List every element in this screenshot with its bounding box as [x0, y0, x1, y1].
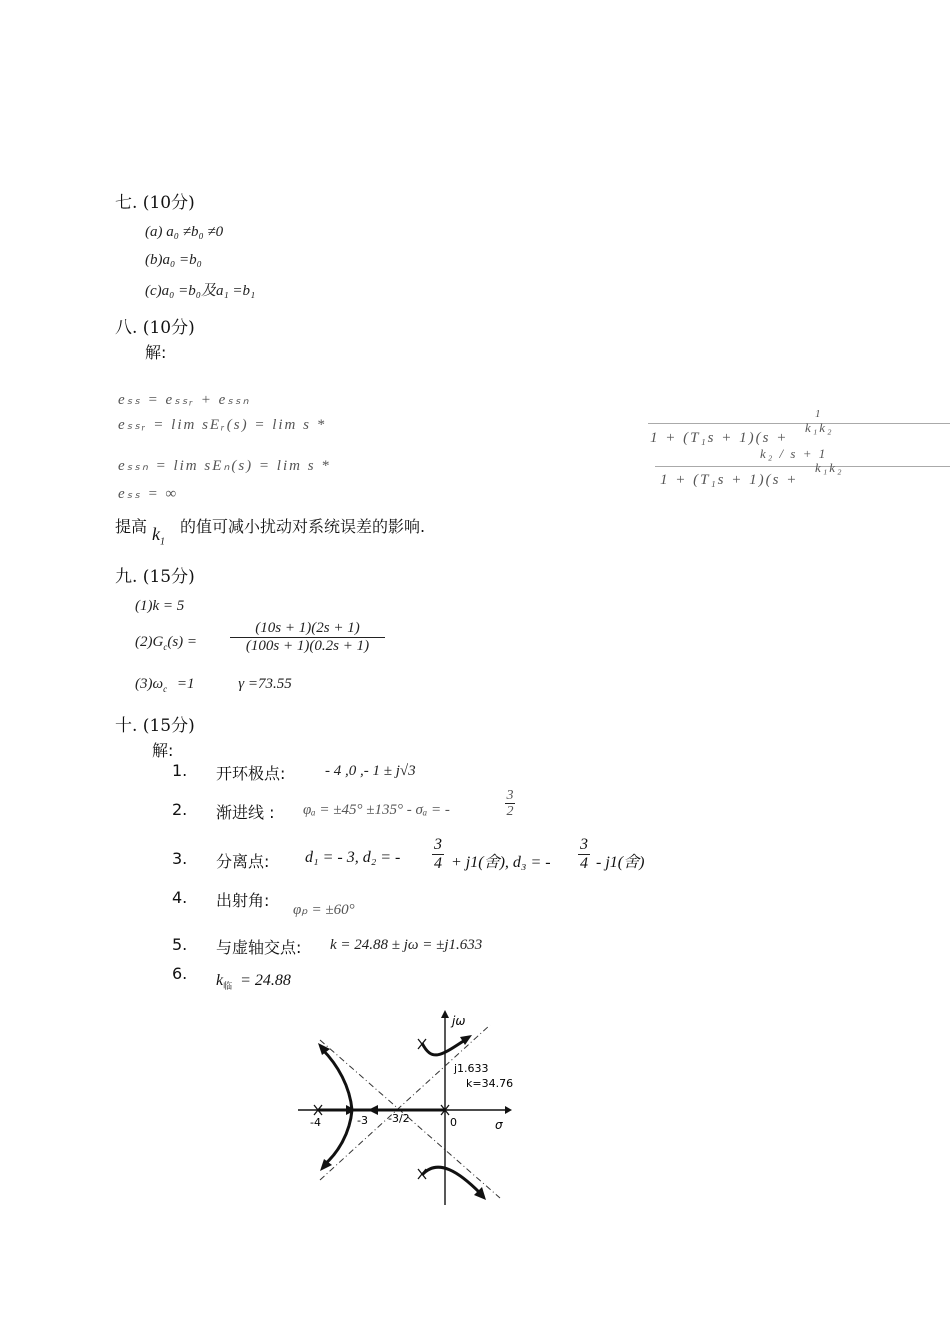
sec8-conclusion-b: 的值可减小扰动对系统误差的影响. [180, 517, 426, 536]
label-origin: 0 [450, 1116, 457, 1129]
sec8-eq2-den-a: k₁k₂ [805, 420, 834, 435]
sec8-conclusion-a: 提高 [115, 517, 148, 536]
branch-lower-right [422, 1167, 480, 1193]
sec8-eq2-bar [648, 423, 950, 424]
real-axis-arrow-right [368, 1105, 378, 1115]
label-minus-3: -3 [357, 1114, 368, 1127]
sec10-item-4-math: φₚ = ±60° [293, 902, 355, 918]
sec8-conclusion-k: $k_1$ [152, 524, 165, 548]
jw-axis-arrow [441, 1010, 449, 1018]
label-minus-3-2: -3/2 [388, 1112, 410, 1125]
sec8-eq3-bar [655, 466, 950, 467]
sec10-item-3-label: 分离点: [216, 852, 270, 871]
branch-lower-left [324, 1110, 352, 1165]
sec10-item-1-label: 开环极点: [216, 764, 286, 783]
sec10-item-4-num: 4. [172, 888, 188, 907]
sec7-line-c: (c)a₀ =b₀及a₁ =b₁ [145, 283, 256, 299]
sec9-fraction [230, 620, 385, 654]
sec10-jie: 解: [152, 741, 174, 760]
label-sigma: σ [495, 1118, 503, 1132]
sec10-item-5-math: k = 24.88 ± jω = ±j1.633 [330, 937, 483, 953]
sec10-item-6-num: 6. [172, 964, 188, 983]
branch-upper-left [322, 1049, 352, 1110]
section-8-heading: 八. (10分) [115, 318, 195, 338]
section-10-heading: 十. (15分) [115, 716, 195, 736]
asymptote-upper [320, 1025, 490, 1180]
sec8-eq3-den-a: k₁k₂ [815, 460, 844, 475]
branch-upper-left-arrow [318, 1043, 330, 1055]
sec10-item-2-frac: $\frac{3}{2}$ [506, 788, 514, 820]
section-9-heading: 九. (15分) [115, 567, 195, 587]
label-k-value: k=34.76 [466, 1077, 514, 1090]
sec10-item-5-label: 与虚轴交点: [216, 938, 302, 957]
sec10-item-3-num: 3. [172, 849, 188, 868]
sec10-item-5-num: 5. [172, 935, 188, 954]
sec10-item-3-frac: $\frac{3}{4}$ [434, 836, 442, 872]
sec8-eq1: eₛₛ = eₛₛᵣ + eₛₛₙ [118, 392, 251, 408]
label-jw: jω [452, 1014, 466, 1028]
sec8-eq3-den-b: 1 + (T₁s + 1)(s + [660, 472, 799, 488]
sec8-jie: 解: [145, 343, 167, 362]
label-minus-4: -4 [310, 1116, 321, 1129]
sec7-line-b: (b)a₀ =b₀ [145, 252, 202, 268]
sec8-eq4: eₛₛ = ∞ [118, 486, 179, 502]
branch-upper-right [422, 1040, 465, 1055]
sec10-item-2-math: φₐ = ±45° ±135° - σₐ = - [303, 802, 450, 818]
sec10-item-3-math-a: d₁ = - 3, d₂ = - [305, 849, 401, 866]
sec8-eq2-left: eₛₛᵣ = lim sEᵣ(s) = lim s * [118, 417, 327, 433]
sec10-item-3-frac2: $\frac{3}{4}$ [580, 836, 588, 872]
sec9-numerator: (10s + 1)(2s + 1) [255, 620, 360, 636]
sec9-line-2: $(2)G_c(s)$ = [135, 634, 198, 652]
sec10-item-4-label: 出射角: [216, 891, 270, 910]
label-j1633: j1.633 [454, 1062, 489, 1075]
sec10-item-6-math: $k_临 = 24.88$ [216, 972, 291, 992]
sec7-line-a: (a) a₀ ≠b₀ ≠0 [145, 224, 224, 240]
sec9-line-3: $(3)\omega_c =1$ γ =73.55 [135, 676, 292, 694]
sec9-denominator: (100s + 1)(0.2s + 1) [245, 637, 370, 654]
sigma-axis-arrow [505, 1106, 512, 1114]
sec8-eq2-den-b: 1 + (T₁s + 1)(s + [650, 430, 789, 446]
sec10-item-2-label: 渐进线 : [216, 803, 275, 822]
root-locus-diagram [290, 1005, 530, 1210]
section-7-heading: 七. (10分) [115, 193, 195, 213]
sec8-eq3-left: eₛₛₙ = lim sEₙ(s) = lim s * [118, 458, 331, 474]
sec10-item-2-num: 2. [172, 800, 188, 819]
sec10-item-3-math-c: - j1(舍) [596, 854, 645, 871]
sec10-item-3-math-b: + j1(舍), d₃ = - [451, 854, 551, 871]
sec9-line-1: (1)k = 5 [135, 598, 185, 614]
sec10-item-1-math: - 4 ,0 ,- 1 ± j√3 [325, 763, 416, 779]
sec8-eq2-num: 1 [815, 408, 823, 420]
sec8-eq3-num: k₂ / s + 1 [760, 446, 828, 461]
sec10-item-1-num: 1. [172, 761, 188, 780]
